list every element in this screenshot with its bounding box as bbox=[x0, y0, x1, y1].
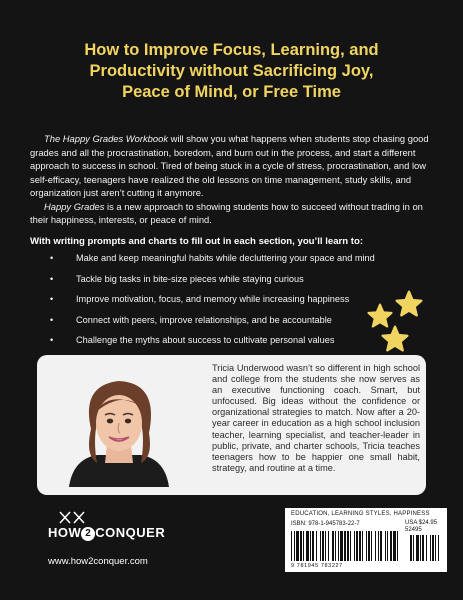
barcode-bar bbox=[338, 531, 339, 561]
bullet-icon: • bbox=[50, 335, 54, 345]
barcode-bar bbox=[426, 535, 427, 561]
barcode-bar bbox=[294, 531, 295, 561]
barcode-bar bbox=[422, 535, 424, 561]
barcode-bar bbox=[303, 531, 304, 561]
barcode-box bbox=[285, 508, 447, 572]
barcode-bar bbox=[320, 531, 321, 561]
barcode-bar bbox=[397, 531, 398, 561]
list-item: • Make and keep meaningful habits while decluttering your space and mind bbox=[50, 253, 375, 263]
headline-line-3: Peace of Mind, or Free Time bbox=[122, 83, 341, 101]
barcode-bar bbox=[432, 535, 434, 561]
barcode-bar bbox=[378, 531, 379, 561]
author-bio-text: Tricia Underwood wasn’t so different in high school and college from the students she now serves as an executive functioning coach. Smart, but unfocused. Big ideas without the confidence or organizational strategies to match. Now after a 20-year career in education as a high school inclusion teacher, learning specialist, and teacher-leader in public, private, and charter schools, Tricia teaches teenagers how to be happier one small habit, strategy, and routine at a time. bbox=[212, 363, 420, 473]
barcode-bar bbox=[380, 531, 382, 561]
barcode-bar bbox=[335, 531, 336, 561]
barcode-bar bbox=[300, 531, 302, 561]
intro-paragraph-2-text: is a new approach to showing students how to succeed without trading in on their happiness, interests, or peace of mind. bbox=[30, 200, 423, 225]
barcode-bar bbox=[420, 535, 421, 561]
barcode-bar bbox=[385, 531, 386, 561]
barcode-bar bbox=[387, 531, 388, 561]
headline bbox=[30, 40, 433, 103]
barcode-bar bbox=[413, 535, 414, 561]
barcode-bar bbox=[296, 531, 299, 561]
intro-paragraph-1-text: will show you what happens when students stop chasing good grades and all the procrastination, boredom, and burn out in the process, and start a different approach to success in school. Tired of being stuck in a cycle of stress, procrastination, and low self-efficacy, teenagers have realized the old lessons on time management, study skills, and organization just aren’t cutting it anymore. bbox=[30, 133, 429, 198]
barcode-bar bbox=[325, 531, 326, 561]
barcode-bar bbox=[354, 531, 355, 561]
author-portrait bbox=[49, 367, 189, 487]
barcode-bar bbox=[291, 531, 292, 561]
barcode-bar bbox=[356, 531, 358, 561]
list-item: • Tackle big tasks in bite-size pieces while staying curious bbox=[50, 273, 304, 284]
barcode-bar bbox=[371, 531, 372, 561]
barcode-bar bbox=[416, 535, 419, 561]
learn-title: With writing prompts and charts to fill out in each section, you’ll learn to: bbox=[30, 236, 364, 247]
barcode-bar bbox=[306, 531, 309, 561]
list-item: • Improve motivation, focus, and memory while increasing happiness bbox=[50, 294, 350, 304]
barcode-bar bbox=[366, 531, 367, 561]
series-title: Happy Grades bbox=[44, 200, 105, 212]
logo-number-badge: 2 bbox=[81, 527, 95, 541]
barcode-bar bbox=[322, 531, 324, 561]
barcode-bar bbox=[328, 531, 329, 561]
bullet-icon: • bbox=[50, 273, 54, 284]
isbn-text: ISBN: 978-1-945783-22-7 bbox=[291, 521, 360, 527]
barcode-bar bbox=[332, 531, 334, 561]
bullet-icon: • bbox=[50, 294, 54, 304]
bullet-icon: • bbox=[50, 253, 54, 263]
barcode-bar bbox=[430, 535, 431, 561]
headline-line-2: Productivity without Sacrificing Joy, bbox=[89, 62, 374, 80]
barcode-digits: 9 781945 783227 bbox=[291, 563, 343, 569]
intro-text bbox=[30, 132, 440, 227]
star-icon bbox=[395, 290, 423, 318]
intro-paragraph-2 bbox=[30, 200, 440, 227]
barcode-bar bbox=[310, 531, 311, 561]
publisher-website: www.how2conquer.com bbox=[48, 556, 148, 567]
barcode-bar bbox=[438, 535, 439, 561]
barcode-bar bbox=[362, 531, 363, 561]
barcode-bar bbox=[359, 531, 361, 561]
headline-line-1: How to Improve Focus, Learning, and bbox=[84, 41, 379, 59]
list-item: • Challenge the myths about success to cultivate personal values bbox=[50, 335, 335, 345]
barcode-bar bbox=[410, 535, 412, 561]
list-item: • Connect with peers, improve relationships, and be accountable bbox=[50, 314, 332, 325]
barcode-bar bbox=[393, 531, 396, 561]
barcode-bar bbox=[390, 531, 392, 561]
barcode-bar bbox=[316, 531, 317, 561]
crossed-swords-icon bbox=[56, 510, 86, 524]
intro-paragraph-1 bbox=[30, 132, 440, 200]
barcode-bar bbox=[435, 535, 436, 561]
barcode-bar bbox=[312, 531, 314, 561]
star-icon bbox=[381, 325, 409, 353]
barcode-bar bbox=[350, 531, 351, 561]
barcode-bar bbox=[340, 531, 343, 561]
barcode-bar bbox=[375, 531, 376, 561]
book-title: The Happy Grades Workbook bbox=[44, 133, 169, 144]
barcode-bars bbox=[291, 531, 441, 561]
barcode-categories: EDUCATION, LEARNING STYLES, HAPPINESS bbox=[291, 511, 430, 517]
barcode-bar bbox=[344, 531, 346, 561]
publisher-logo-text: HOW 2 CONQUER bbox=[48, 525, 166, 540]
barcode-bar bbox=[347, 531, 349, 561]
bullet-list bbox=[50, 253, 380, 356]
bullet-icon: • bbox=[50, 314, 54, 325]
barcode-bar bbox=[368, 531, 370, 561]
price-text: USA $24.95 52495 bbox=[405, 520, 438, 533]
